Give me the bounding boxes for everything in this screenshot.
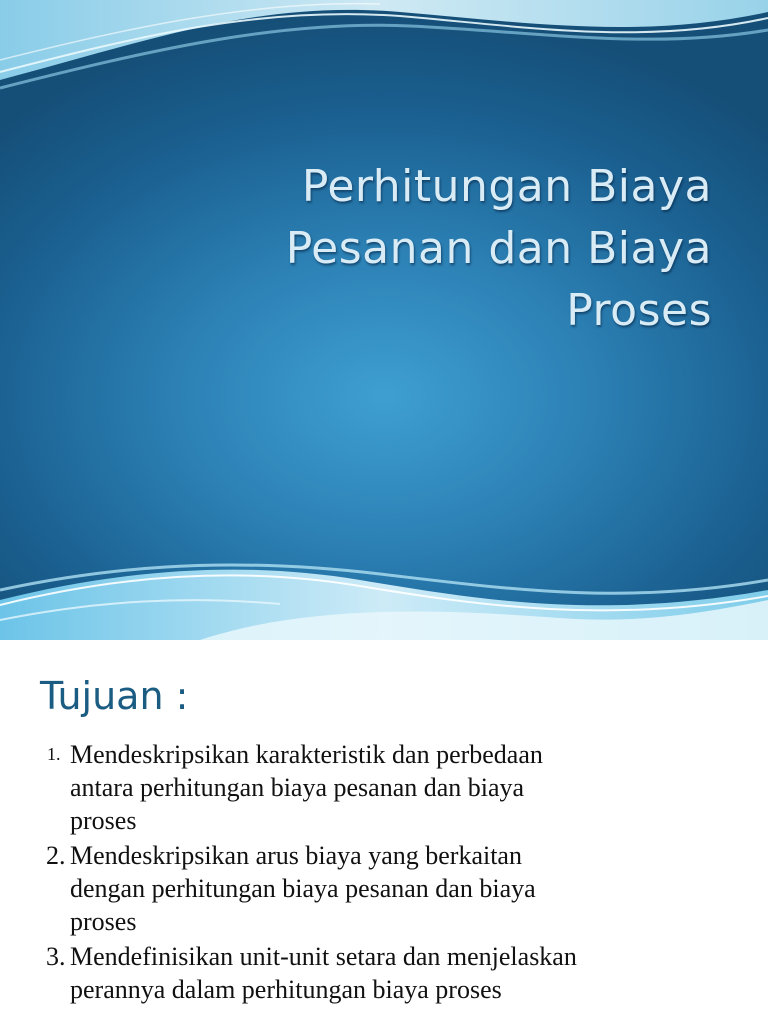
list-item-number: 3.	[46, 942, 66, 971]
list-item-text-line: proses	[70, 806, 137, 835]
slide-title	[92, 156, 712, 342]
slide-title-line: Proses	[566, 285, 712, 336]
list-item-text-line: Mendeskripsikan karakteristik dan perbedaan	[70, 740, 543, 769]
list-item-text-line: proses	[70, 907, 137, 936]
list-item-number: 1.	[47, 744, 61, 764]
list-item-text-line: dengan perhitungan biaya pesanan dan biaya	[70, 874, 536, 903]
list-item	[0, 839, 768, 938]
slide-title-line: Perhitungan Biaya	[301, 161, 712, 212]
list-item-text-line: Mendeskripsikan arus biaya yang berkaitan	[70, 841, 522, 870]
list-item-text-line: Mendefinisikan unit-unit setara dan menjelaskan	[70, 942, 577, 971]
slide-title-line: Pesanan dan Biaya	[285, 223, 712, 274]
list-item-number: 2.	[46, 841, 66, 870]
content-slide	[0, 640, 768, 1024]
list-item	[0, 738, 768, 837]
slide-heading: Tujuan :	[40, 674, 189, 718]
objectives-list	[0, 738, 768, 1008]
list-item-text-line: perannya dalam perhitungan biaya proses	[70, 975, 502, 1004]
list-item-text-line: antara perhitungan biaya pesanan dan biaya	[70, 773, 525, 802]
list-item	[0, 940, 768, 1006]
